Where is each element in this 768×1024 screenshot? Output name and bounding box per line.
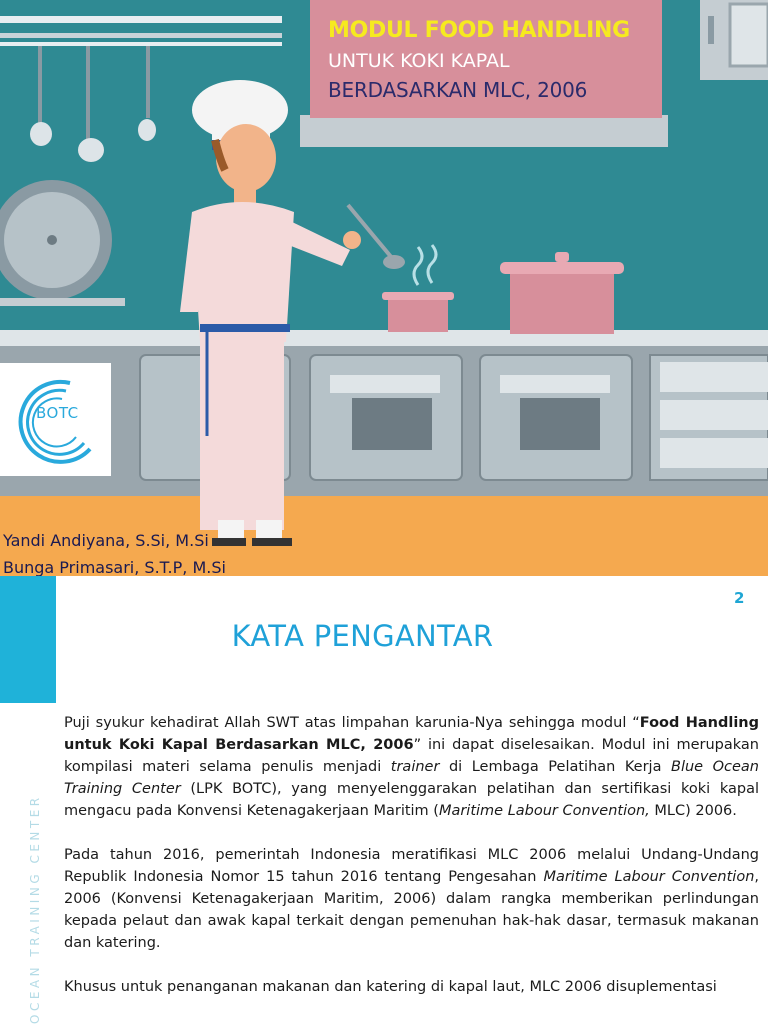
side-watermark-text: OCEAN TRAINING CENTER bbox=[28, 794, 42, 1024]
cover-title-line2: UNTUK KOKI KAPAL bbox=[328, 50, 510, 72]
paragraph-3: Khusus untuk penanganan makanan dan katering di kapal laut, MLC 2006 disuplementasi bbox=[64, 979, 717, 995]
cover-title-box bbox=[310, 0, 662, 118]
p1-italic-trainer: trainer bbox=[390, 759, 440, 775]
p1-italic-mlc: Maritime Labour Convention, bbox=[438, 803, 650, 819]
preface-body bbox=[64, 712, 759, 1020]
p1-bold-title: Food Handling untuk Koki Kapal Berdasarkan MLC, 2006 bbox=[64, 715, 759, 753]
p1-text-i: MLC) 2006. bbox=[649, 803, 737, 819]
author-2: Bunga Primasari, S.T.P, M.Si bbox=[3, 558, 226, 576]
p1-text-g: (LPK BOTC), yang menyelenggarakan pelatihan dan sertifikasi koki kapal mengacu pada Konvensi Ketenagakerjaan Maritim ( bbox=[64, 781, 759, 819]
p1-italic-botc: Blue Ocean Training Center bbox=[64, 759, 760, 797]
paragraph-2 bbox=[64, 844, 759, 954]
botc-logo-text: BOTC bbox=[36, 404, 79, 422]
p2-text-c: , 2006 (Konvensi Ketenagakerjaan Maritim, 2006) dalam rangka memberikan perlindungan kepada pelaut dan awak kapal terkait dengan pemenuhan hak-hak dasar, termasuk makanan dan katering. bbox=[64, 869, 759, 951]
author-1: Yandi Andiyana, S.Si, M.Si bbox=[3, 531, 209, 550]
page-heading: KATA PENGANTAR bbox=[231, 619, 494, 653]
preface-page bbox=[0, 576, 768, 1024]
drawer-icon bbox=[650, 355, 768, 480]
stockpot-icon bbox=[500, 252, 624, 334]
p1-text-a: Puji syukur kehadirat Allah SWT atas limpahan karunia-Nya sehingga modul “ bbox=[64, 715, 640, 731]
cover-title-line1: MODUL FOOD HANDLING bbox=[328, 18, 630, 43]
botc-logo bbox=[0, 363, 111, 476]
p2-text-a: Pada tahun 2016, pemerintah Indonesia meratifikasi MLC 2006 melalui Undang-Undang Republik Indonesia Nomor 15 tahun 2016 tentang Pengesahan bbox=[64, 847, 759, 885]
p2-italic-mlc: Maritime Labour Convention bbox=[543, 869, 755, 885]
page-number: 2 bbox=[734, 589, 745, 607]
cover-title-line3: BERDASARKAN MLC, 2006 bbox=[328, 78, 588, 102]
p1-text-e: di Lembaga Pelatihan Kerja bbox=[439, 759, 671, 775]
paragraph-1 bbox=[64, 712, 759, 822]
p1-text-c: ” ini dapat diselesaikan. Modul ini merupakan kompilasi materi selama penulis menjadi bbox=[64, 737, 759, 775]
